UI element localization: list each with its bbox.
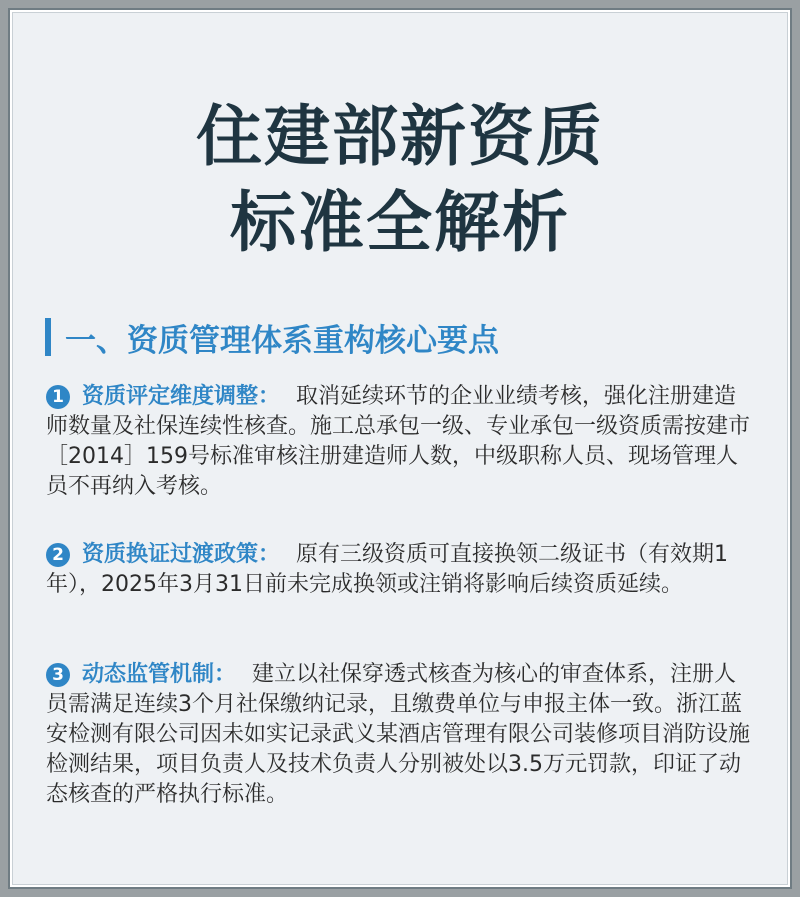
section-header (45, 316, 499, 358)
item-title: 资质评定维度调整： (82, 384, 281, 409)
page-title-line-1: 住建部新资质 (196, 98, 604, 175)
number-1-icon: 1 (46, 385, 70, 409)
list-item (46, 660, 756, 810)
number-3-icon: 3 (46, 663, 70, 687)
section-accent-bar (45, 318, 51, 356)
list-item (46, 540, 756, 600)
section-title: 一、资质管理体系重构核心要点 (65, 322, 499, 359)
item-body: 建立以社保穿透式核查为核心的审查体系，注册人员需满足连续3个月社保缴纳记录，且缴费单位与申报主体一致。浙江蓝安检测有限公司因未如实记录武义某酒店管理有限公司装修项目消防设施检测结果，项目负责人及技术负责人分别被处以3.5万元罚款，印证了动态核查的严格执行标准。 (46, 662, 751, 807)
item-body: 原有三级资质可直接换领二级证书（有效期1年），2025年3月31日前未完成换领或注销将影响后续资质延续。 (46, 542, 729, 597)
item-title: 资质换证过渡政策： (82, 542, 281, 567)
page-title-line-2: 标准全解析 (230, 184, 570, 261)
list-item (46, 382, 756, 502)
number-2-icon: 2 (46, 543, 70, 567)
item-title: 动态监管机制： (82, 662, 237, 687)
item-body: 取消延续环节的企业业绩考核，强化注册建造师数量及社保连续性核查。施工总承包一级、专业承包一级资质需按建市［2014］159号标准审核注册建造师人数，中级职称人员、现场管理人员不再纳入考核。 (46, 384, 751, 499)
